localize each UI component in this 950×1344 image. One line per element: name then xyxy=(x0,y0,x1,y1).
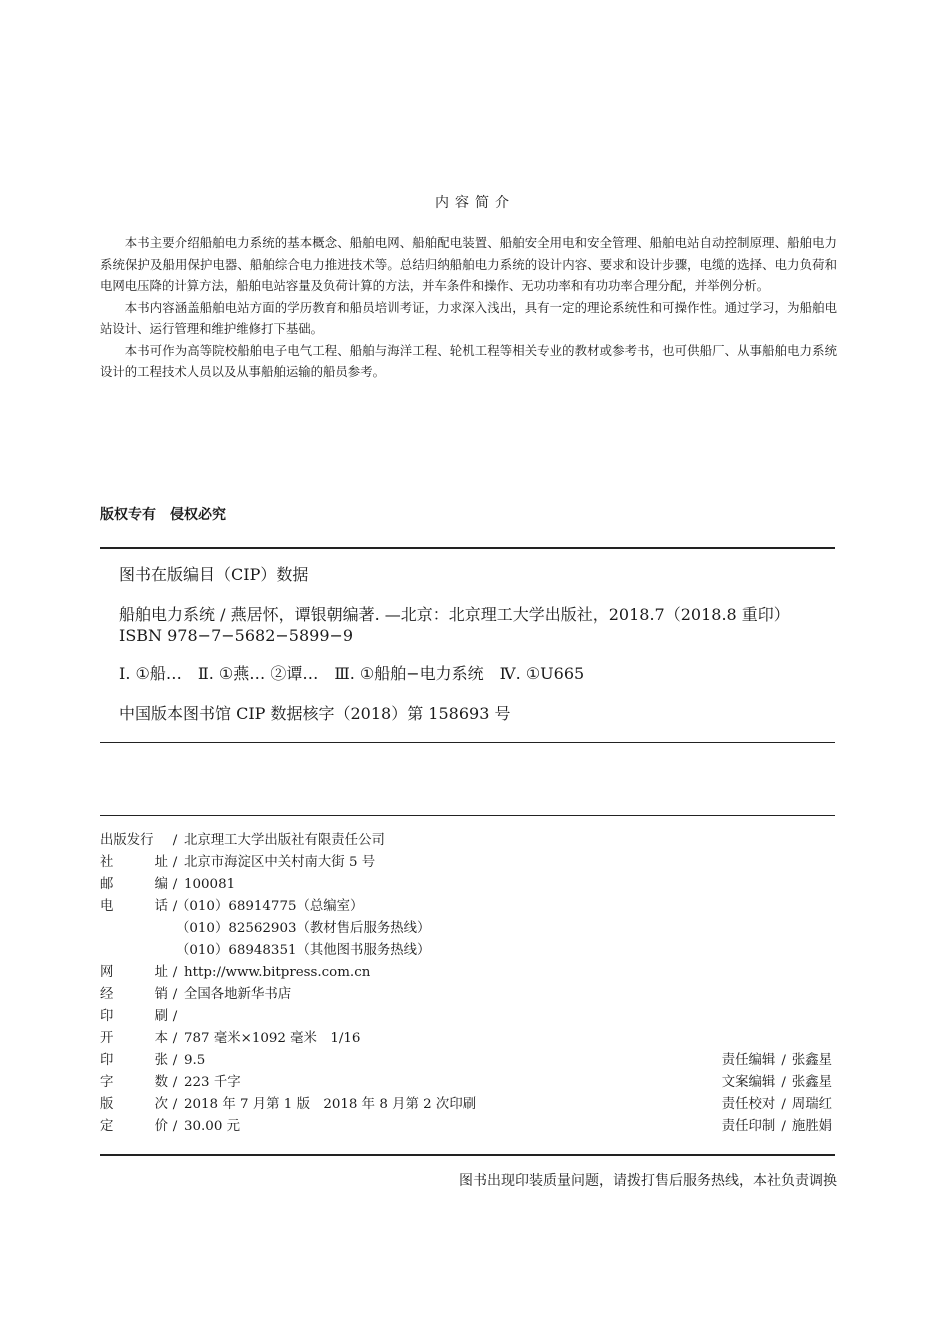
label-format: 开 本 xyxy=(100,1031,168,1046)
value-price: 30.00 元 xyxy=(184,1119,240,1134)
pub-row-address xyxy=(100,852,835,874)
pub-row-printer xyxy=(100,1006,835,1028)
cip-line-isbn: ISBN 978−7−5682−5899−9 xyxy=(119,626,354,645)
footer-note: 图书出现印装质量问题，请拨打售后服务热线，本社负责调换 xyxy=(459,1173,837,1189)
value-format: 787 毫米×1092 毫米 1/16 xyxy=(184,1031,361,1046)
separator: / xyxy=(172,1075,178,1090)
pub-row-website xyxy=(100,962,835,984)
value-words: 223 千字 xyxy=(184,1075,241,1090)
separator: / xyxy=(172,1009,178,1024)
cip-line-classification: Ⅰ. ①船… Ⅱ. ①燕… ②谭… Ⅲ. ①船舶−电力系统 Ⅳ. ①U665 xyxy=(119,664,585,683)
pub-row-edition xyxy=(100,1094,835,1116)
pub-row-price xyxy=(100,1116,835,1138)
value-phone: （010）68914775（总编室） xyxy=(176,899,364,914)
label-postcode: 邮 编 xyxy=(100,877,168,892)
label-words: 字 数 xyxy=(100,1075,168,1090)
separator: / xyxy=(172,987,178,1002)
pub-row-phone-3 xyxy=(100,940,835,962)
cip-title: 图书在版编目（CIP）数据 xyxy=(119,565,309,584)
pub-row-sheets xyxy=(100,1050,835,1072)
pub-top-rule xyxy=(100,815,835,816)
value-phone: （010）68948351（其他图书服务热线） xyxy=(176,943,431,958)
staff-proofreader: 责任校对 / 周瑞红 xyxy=(721,1097,832,1112)
copyright-reserved: 版权专有 xyxy=(100,507,156,523)
value-address: 北京市海淀区中关村南大街 5 号 xyxy=(184,855,376,870)
staff-print-manager: 责任印制 / 施胜娟 xyxy=(721,1119,832,1134)
label-phone: 电 话 xyxy=(100,899,168,914)
cip-line-title: 船舶电力系统 / 燕居怀，谭银朝编著. —北京：北京理工大学出版社，2018.7（2018.8 重印） xyxy=(119,605,790,624)
cip-top-rule xyxy=(100,547,835,549)
copyright-notice xyxy=(100,504,240,524)
summary-paragraph: 本书可作为高等院校船舶电子电气工程、船舶与海洋工程、轮机工程等相关专业的教材或参考书，也可供船厂、从事船舶电力系统设计的工程技术人员以及从事船舶运输的船员参考。 xyxy=(100,342,837,379)
summary-body xyxy=(100,232,837,383)
summary-title: 内容简介 xyxy=(435,195,515,211)
summary-paragraph: 本书主要介绍船舶电力系统的基本概念、船舶电网、船舶配电装置、船舶安全用电和安全管理、船舶电站自动控制原理、船舶电力系统保护及船用保护电器、船舶综合电力推进技术等。总结归纳船舶电力系统的设计内容、要求和设计步骤，电缆的选择、电力负荷和电网电压降的计算方法，船舶电站容量及负荷计算的方法，并车条件和操作、无功功率和有功功率合理分配，并举例分析。 xyxy=(100,235,837,293)
value-phone: （010）82562903（教材售后服务热线） xyxy=(176,921,431,936)
copyright-infringement: 侵权必究 xyxy=(170,507,226,523)
label-edition: 版 次 xyxy=(100,1097,168,1112)
staff-copy-editor: 文案编辑 / 张鑫星 xyxy=(721,1075,832,1090)
pub-row-postcode xyxy=(100,874,835,896)
value-edition: 2018 年 7 月第 1 版 2018 年 8 月第 2 次印刷 xyxy=(184,1097,477,1112)
value-sheets: 9.5 xyxy=(184,1053,206,1068)
label-price: 定 价 xyxy=(100,1119,168,1134)
cip-bottom-rule xyxy=(100,742,835,743)
label-distributor: 经 销 xyxy=(100,987,168,1002)
separator: / xyxy=(172,1097,178,1112)
label-publisher: 出版发行 xyxy=(100,833,154,848)
separator: / xyxy=(172,1053,178,1068)
separator: / xyxy=(172,1119,178,1134)
pub-row-phone-2 xyxy=(100,918,835,940)
pub-row-format xyxy=(100,1028,835,1050)
cip-line-record: 中国版本图书馆 CIP 数据核字（2018）第 158693 号 xyxy=(119,704,511,723)
value-website: http://www.bitpress.com.cn xyxy=(184,965,371,980)
pub-row-phone xyxy=(100,896,835,918)
label-sheets: 印 张 xyxy=(100,1053,168,1068)
value-publisher: 北京理工大学出版社有限责任公司 xyxy=(184,833,385,848)
pub-row-publisher xyxy=(100,830,835,852)
summary-paragraph: 本书内容涵盖船舶电站方面的学历教育和船员培训考证，力求深入浅出，具有一定的理论系统性和可操作性。通过学习，为船舶电站设计、运行管理和维护维修打下基础。 xyxy=(100,299,837,336)
value-postcode: 100081 xyxy=(184,877,236,892)
separator: / xyxy=(172,855,178,870)
label-printer: 印 刷 xyxy=(100,1009,168,1024)
label-address: 社 址 xyxy=(100,855,168,870)
separator: / xyxy=(172,833,178,848)
staff-editor: 责任编辑 / 张鑫星 xyxy=(721,1053,832,1068)
separator: / xyxy=(172,877,178,892)
publication-info xyxy=(100,830,835,1138)
pub-row-distributor xyxy=(100,984,835,1006)
separator: / xyxy=(172,1031,178,1046)
pub-row-words xyxy=(100,1072,835,1094)
pub-bottom-rule xyxy=(100,1154,835,1156)
separator: / xyxy=(172,899,178,914)
label-website: 网 址 xyxy=(100,965,168,980)
value-distributor: 全国各地新华书店 xyxy=(184,987,292,1002)
separator: / xyxy=(172,965,178,980)
